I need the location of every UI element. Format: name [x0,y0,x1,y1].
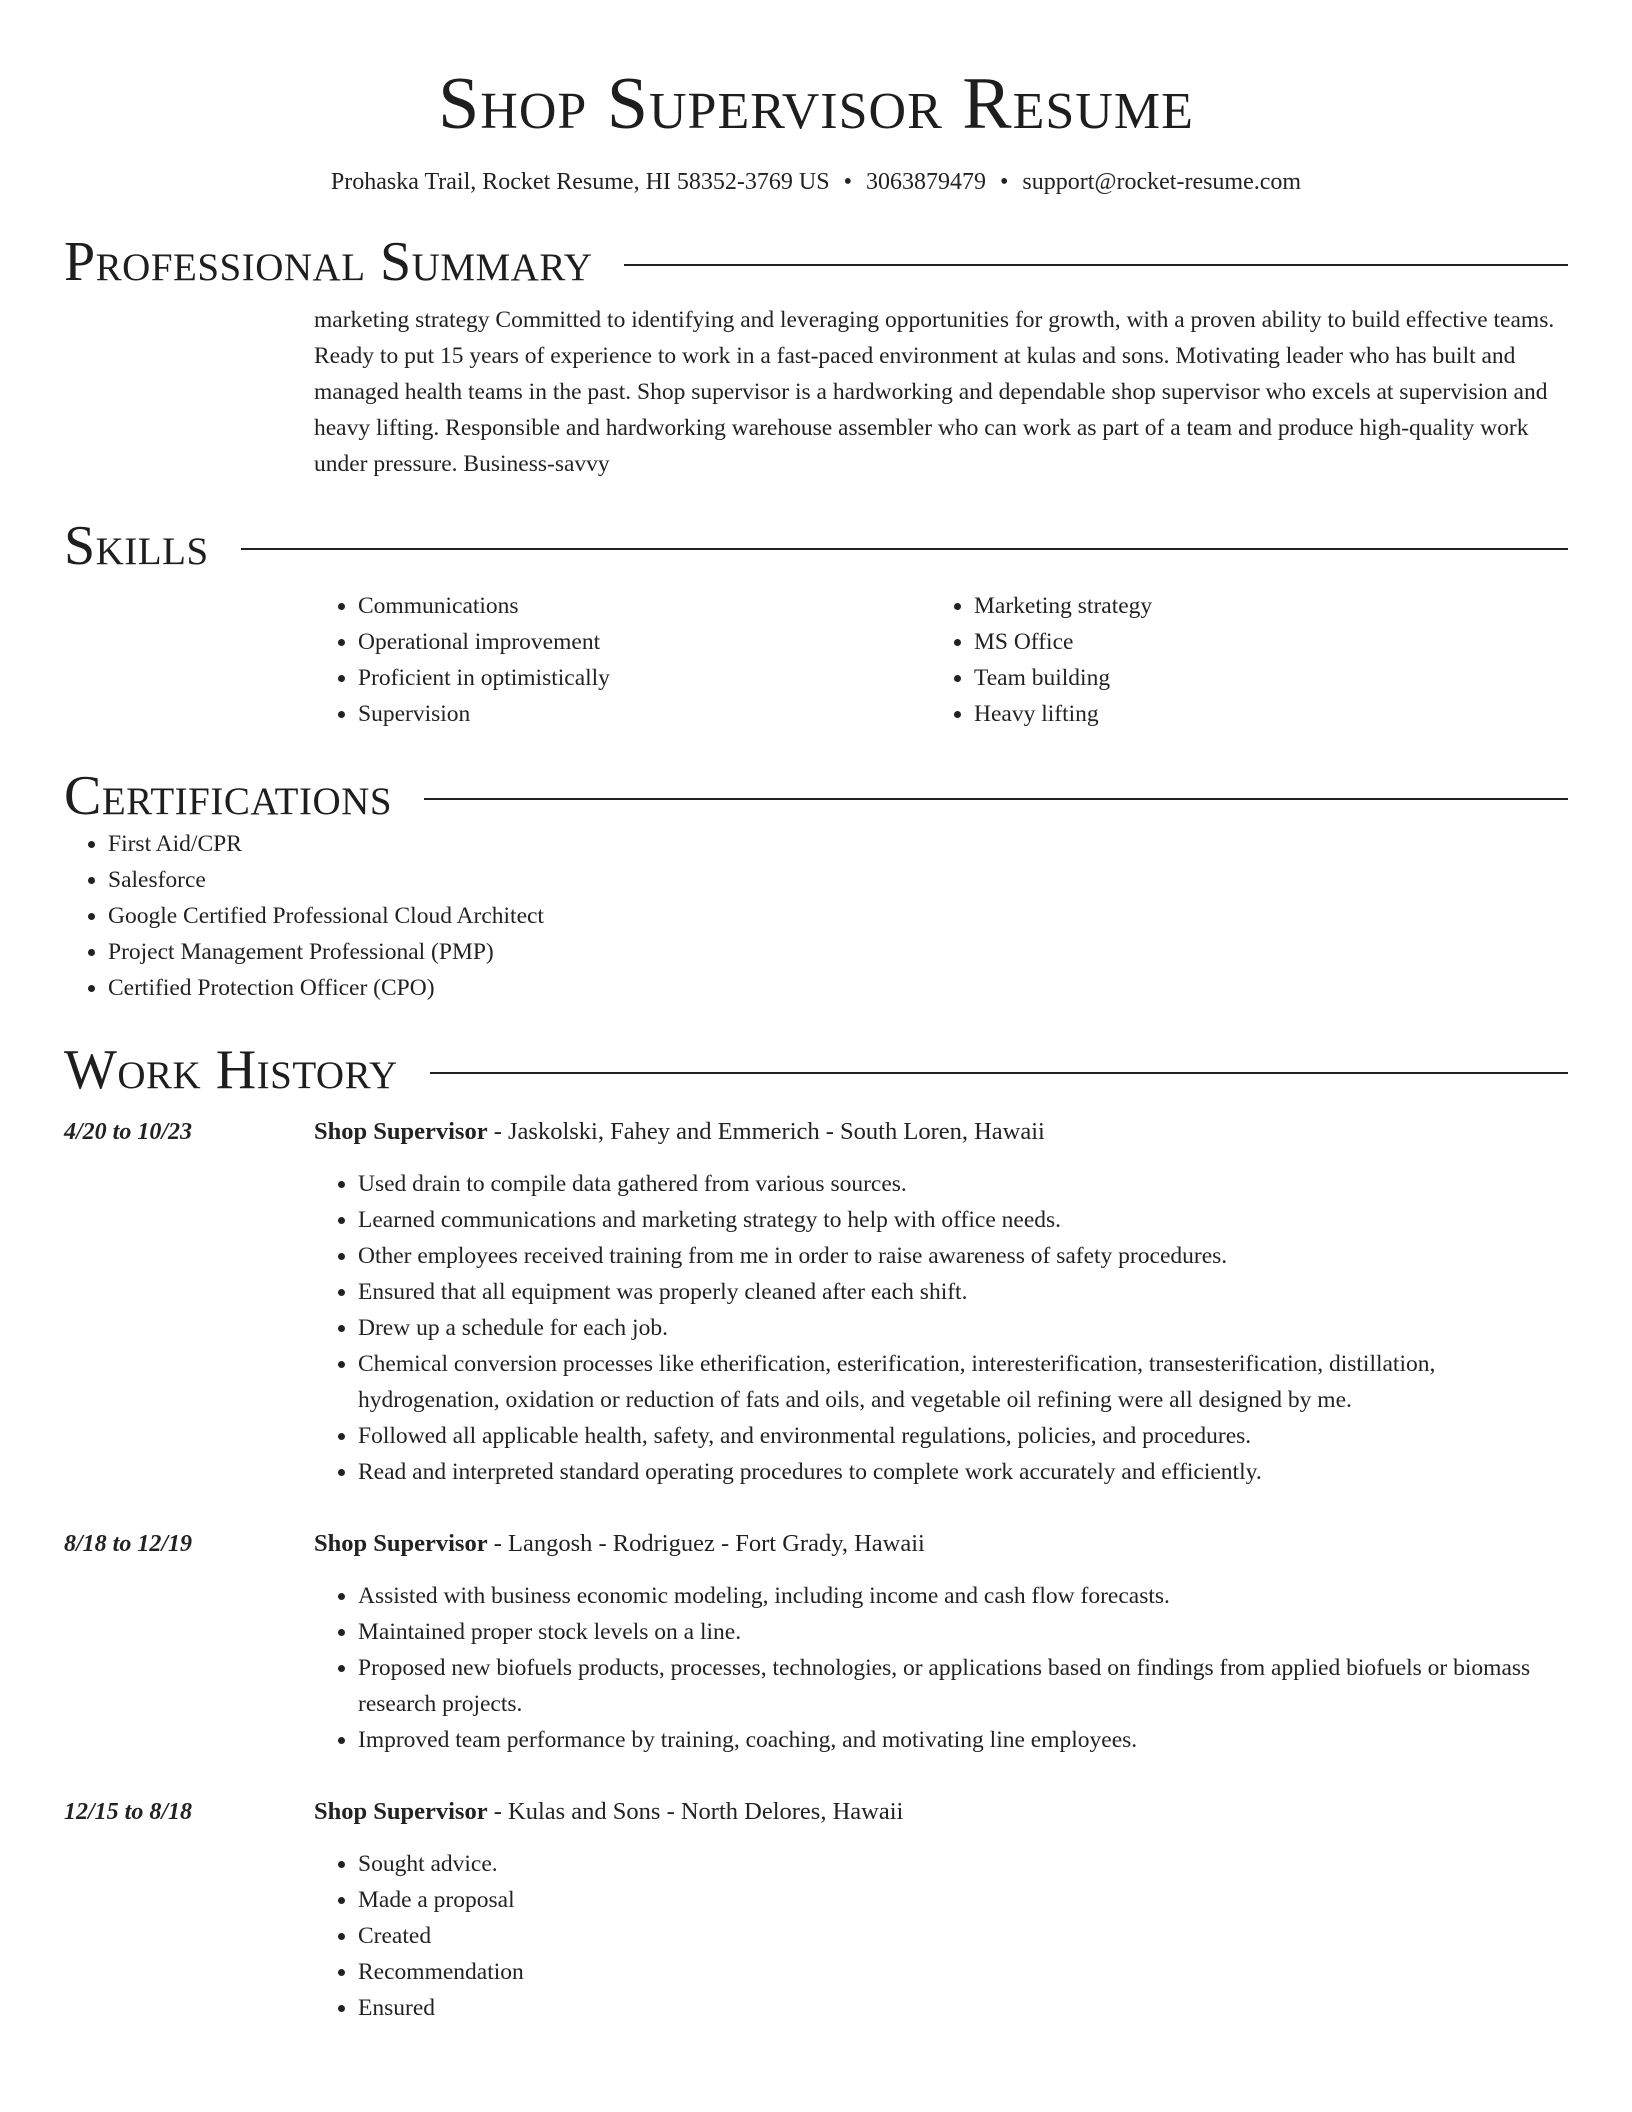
job-bullet: • Improved team performance by training, coaching, and motivating line employees. [358,1722,1568,1758]
job-company: - Kulas and Sons - North Delores, Hawaii [487,1798,904,1825]
certifications-list [64,826,1568,1006]
job-bullet: • Used drain to compile data gathered from various sources. [358,1166,1568,1202]
skill-item: • Heavy lifting [974,696,1546,732]
job-bullet: • Made a proposal [358,1882,1568,1918]
job-entry [64,1794,1568,2026]
job-bullets [314,1578,1568,1758]
certification-item: • Project Management Professional (PMP) [108,934,1568,970]
skill-item: • Team building [974,660,1546,696]
skills-list-right [930,588,1546,732]
job-body [314,1526,1568,1758]
skill-item: • Proficient in optimistically [358,660,930,696]
job-bullet: • Read and interpreted standard operating procedures to complete work accurately and efficiently. [358,1454,1568,1490]
job-heading [314,1114,1568,1150]
skills-column-right [930,588,1546,732]
section-divider [241,548,1568,550]
job-bullet: • Assisted with business economic modeling, including income and cash flow forecasts. [358,1578,1568,1614]
job-dates: 8/18 to 12/19 [64,1531,193,1557]
work-history-section-header [64,1040,1568,1100]
job-bullet: • Chemical conversion processes like etherification, esterification, interesterification, transesterification, distillation, hydrogenation, oxidation or reduction of fats and oils, and vegetable oil refining were all designed by me. [358,1346,1568,1418]
work-history-heading: Work History [64,1039,398,1101]
summary-text: marketing strategy Committed to identifying and leveraging opportunities for growth, with a proven ability to build effective teams. Ready to put 15 years of experience to work in a fast-paced environment at kulas and sons. Motivating leader who has built and managed health teams in the past. Shop supervisor is a hardworking and dependable shop supervisor who excels at supervision and heavy lifting. Responsible and hardworking warehouse assembler who can work as part of a team and produce high-quality work under pressure. Business-savvy [314,307,1555,477]
skill-item: • MS Office [974,624,1546,660]
skill-item: • Supervision [358,696,930,732]
section-divider [624,264,1568,266]
job-body [314,1114,1568,1490]
job-bullet: • Sought advice. [358,1846,1568,1882]
job-bullet: • Drew up a schedule for each job. [358,1310,1568,1346]
contact-line [64,166,1568,198]
summary-heading: Professional Summary [64,231,593,293]
job-role: Shop Supervisor [314,1118,488,1145]
job-dates: 12/15 to 8/18 [64,1799,193,1825]
skill-item: • Marketing strategy [974,588,1546,624]
certification-item: • First Aid/CPR [108,826,1568,862]
certifications-heading: Certifications [64,765,393,827]
job-dates: 4/20 to 10/23 [64,1119,193,1145]
certifications-section-header [64,766,1568,826]
section-divider [430,1072,1568,1074]
job-bullet: • Proposed new biofuels products, processes, technologies, or applications based on findings from applied biofuels or biomass research projects. [358,1650,1568,1722]
contact-address: Prohaska Trail, Rocket Resume, HI 58352-3769 US [330,169,830,195]
job-entry [64,1526,1568,1758]
certification-item: • Google Certified Professional Cloud Architect [108,898,1568,934]
skill-item: • Communications [358,588,930,624]
contact-phone: 3063879479 [865,169,986,195]
skills-column-left [314,588,930,732]
job-heading [314,1794,1568,1830]
job-bullet: • Recommendation [358,1954,1568,1990]
skills-grid [314,588,1568,732]
job-heading [314,1526,1568,1562]
job-company: - Jaskolski, Fahey and Emmerich - South Loren, Hawaii [487,1118,1045,1145]
skill-item: • Operational improvement [358,624,930,660]
job-bullet: • Maintained proper stock levels on a line. [358,1614,1568,1650]
job-bullet: • Ensured [358,1990,1568,2026]
job-bullet: • Followed all applicable health, safety, and environmental regulations, policies, and procedures. [358,1418,1568,1454]
job-body [314,1794,1568,2026]
contact-email: support@rocket-resume.com [1022,169,1302,195]
certification-item: • Salesforce [108,862,1568,898]
job-bullet: • Learned communications and marketing strategy to help with office needs. [358,1202,1568,1238]
contact-separator: • [843,169,852,195]
contact-separator: • [999,169,1009,195]
job-entry [64,1114,1568,1490]
job-bullets [314,1846,1568,2026]
skills-section-header [64,516,1568,576]
skills-heading: Skills [64,515,209,577]
job-company: - Langosh - Rodriguez - Fort Grady, Hawaii [487,1530,925,1557]
job-bullet: • Other employees received training from me in order to raise awareness of safety procedures. [358,1238,1568,1274]
skills-list-left [314,588,930,732]
certification-item: • Certified Protection Officer (CPO) [108,970,1568,1006]
job-role: Shop Supervisor [314,1798,488,1825]
resume-title: Shop Supervisor Resume [438,63,1194,145]
summary-section-header [64,232,1568,292]
job-role: Shop Supervisor [314,1530,488,1557]
job-bullet: • Ensured that all equipment was properly cleaned after each shift. [358,1274,1568,1310]
job-bullets [314,1166,1568,1490]
work-history-list [64,1114,1568,2026]
section-divider [424,798,1568,800]
job-bullet: • Created [358,1918,1568,1954]
